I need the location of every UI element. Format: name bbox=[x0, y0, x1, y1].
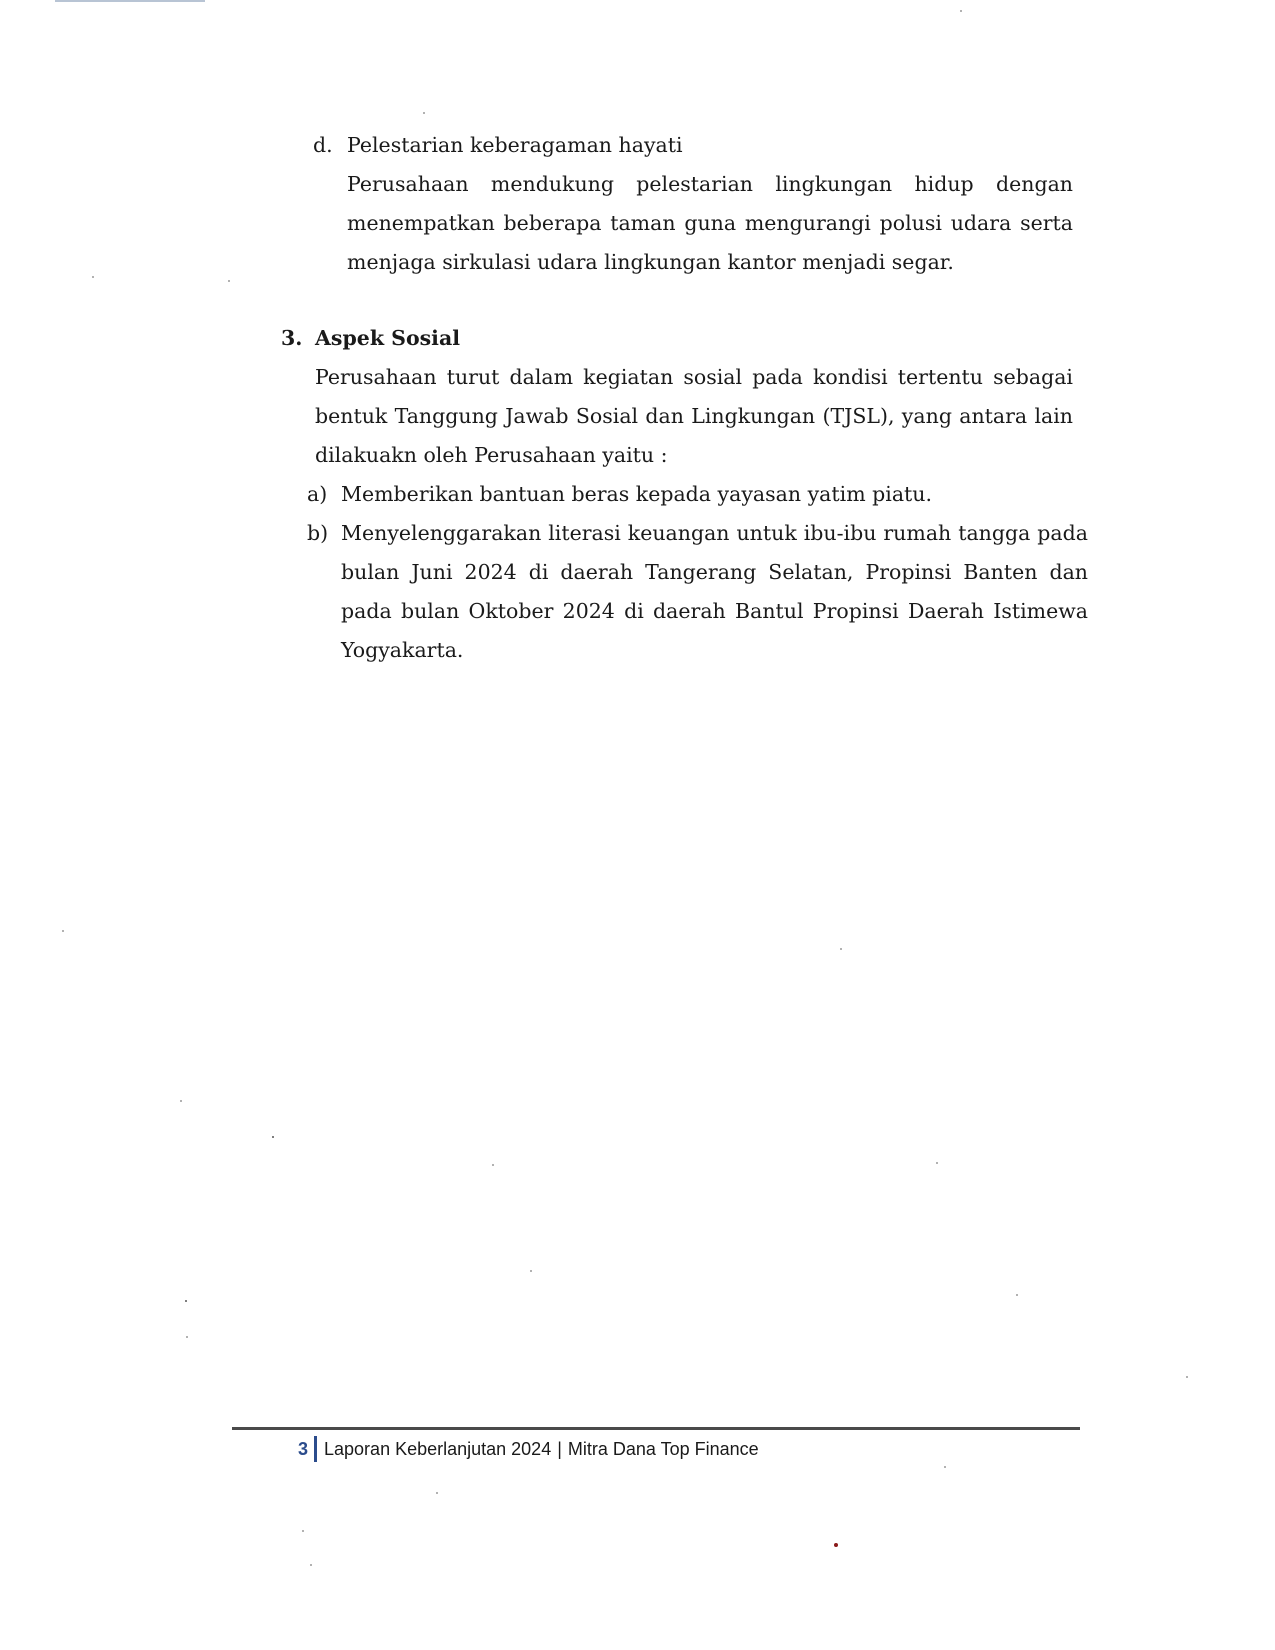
scan-speck bbox=[272, 1136, 274, 1138]
item-d-paragraph: Perusahaan mendukung pelestarian lingkungan hidup dengan menempatkan beberapa taman guna mengurangi polusi udara serta menjaga sirkulasi udara lingkungan kantor menjadi segar. bbox=[347, 172, 1073, 274]
list-item-marker: b) bbox=[307, 521, 329, 545]
scan-speck bbox=[1016, 1294, 1018, 1296]
scan-artifact-line bbox=[55, 0, 205, 2]
scan-speck bbox=[62, 930, 64, 932]
list-item-text: Memberikan bantuan beras kepada yayasan yatim piatu. bbox=[341, 482, 933, 506]
scan-speck bbox=[186, 1336, 188, 1338]
section-aspek-sosial bbox=[281, 319, 1088, 670]
scan-speck bbox=[185, 1300, 187, 1302]
footer-rule bbox=[232, 1427, 1080, 1430]
scan-speck bbox=[960, 10, 962, 12]
scan-speck bbox=[530, 1270, 532, 1272]
scan-speck bbox=[1186, 1376, 1188, 1378]
item-d-heading bbox=[313, 126, 1073, 165]
scan-speck bbox=[92, 276, 94, 278]
section-heading bbox=[281, 319, 1073, 358]
list-item bbox=[307, 514, 1088, 670]
page-number: 3 bbox=[298, 1438, 309, 1459]
section-number: 3. bbox=[281, 326, 303, 350]
page-footer bbox=[298, 1434, 759, 1464]
footer-pipe-divider: | bbox=[557, 1438, 562, 1459]
scan-speck bbox=[944, 1466, 946, 1468]
item-d-title: Pelestarian keberagaman hayati bbox=[347, 133, 683, 157]
scan-speck bbox=[436, 1492, 438, 1494]
scan-speck bbox=[840, 948, 842, 950]
footer-separator-bar bbox=[314, 1436, 317, 1462]
scan-speck bbox=[228, 280, 230, 282]
activity-list bbox=[307, 475, 1088, 670]
item-d-marker: d. bbox=[313, 133, 333, 157]
scan-speck bbox=[423, 112, 425, 114]
footer-report-title: Laporan Keberlanjutan 2024 bbox=[324, 1438, 552, 1459]
list-item bbox=[307, 475, 1088, 514]
scan-speck bbox=[834, 1543, 838, 1547]
scan-speck bbox=[302, 1530, 304, 1532]
footer-company-name: Mitra Dana Top Finance bbox=[567, 1438, 759, 1459]
section-intro-paragraph: Perusahaan turut dalam kegiatan sosial pada kondisi tertentu sebagai bentuk Tanggung Jawab Sosial dan Lingkungan (TJSL), yang antara lain dilakuakn oleh Perusahaan yaitu : bbox=[315, 365, 1073, 467]
list-item-marker: a) bbox=[307, 482, 328, 506]
scan-speck bbox=[310, 1564, 312, 1566]
section-title: Aspek Sosial bbox=[315, 326, 461, 350]
list-item-text: Menyelenggarakan literasi keuangan untuk ibu-ibu rumah tangga pada bulan Juni 2024 di daerah Tangerang Selatan, Propinsi Banten dan pada bulan Oktober 2024 di daerah Bantul Propinsi Daerah Istimewa Yogyakarta. bbox=[341, 521, 1088, 662]
scan-speck bbox=[936, 1162, 938, 1164]
scan-speck bbox=[492, 1164, 494, 1166]
scan-speck bbox=[180, 1100, 182, 1102]
item-d-block bbox=[313, 126, 1073, 282]
